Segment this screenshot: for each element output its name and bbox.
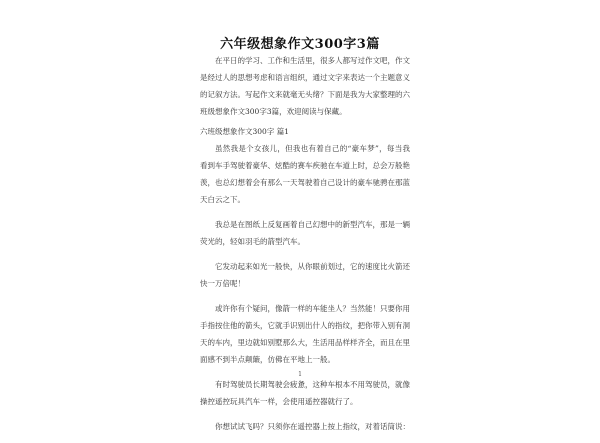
body-paragraph: 有时驾驶员长期驾驶会疲惫，这种车根本不用驾驶员，就像操控遥控玩具汽车一样，会使用遥控器就行了。 [200, 380, 410, 406]
intro-block [200, 52, 410, 120]
section-title: 六班级想象作文300字 篇1 [200, 127, 289, 136]
body-paragraph: 它发动起来如光一般快，从你眼前划过，它的速度比火箭还快一万倍呢！ [200, 262, 410, 288]
body-paragraph: 你想试试飞吗？只须你在遥控器上按上指纹，对着话筒说： [215, 422, 410, 431]
page-title: 六年级想象作文300字3篇 [220, 37, 380, 52]
article-body [200, 140, 410, 443]
body-paragraph: 虽然我是个女孩儿，但我也有着自己的“豪车梦”，每当我看到车手驾驶着豪华、炫酷的赛车疾驰在车道上时，总会万般艳羡，也总幻想着会有那么一天驾驶着自己设计的豪车驰骋在那蓝天白云之下。 [200, 144, 410, 204]
page-number: 1 [298, 371, 302, 378]
body-paragraph: 或许你有个疑问，像箭一样的车能坐人？当然能！只要你用手指按住他的箭头，它就手识别出什人的指纹，把你带入别有洞天的车内，里边就如别墅那么大，生活用品样样齐全，而且在里面感不到半点颠簸，仿佛在平地上一般。 [200, 304, 410, 364]
body-paragraph: 我总是在图纸上反复画着自己幻想中的新型汽车，那是一辆荧光的，轻如羽毛的箭型汽车。 [200, 220, 410, 246]
intro-paragraph: 在平日的学习、工作和生活里，很多人都写过作文吧，作文是经过人的思想考虑和语言组织，通过文字来表达一个主题意义的记叙方法。写起作文来就毫无头绪？下面是我为大家整理的六班级想象作文300字3篇，欢迎阅读与保藏。 [200, 56, 410, 116]
